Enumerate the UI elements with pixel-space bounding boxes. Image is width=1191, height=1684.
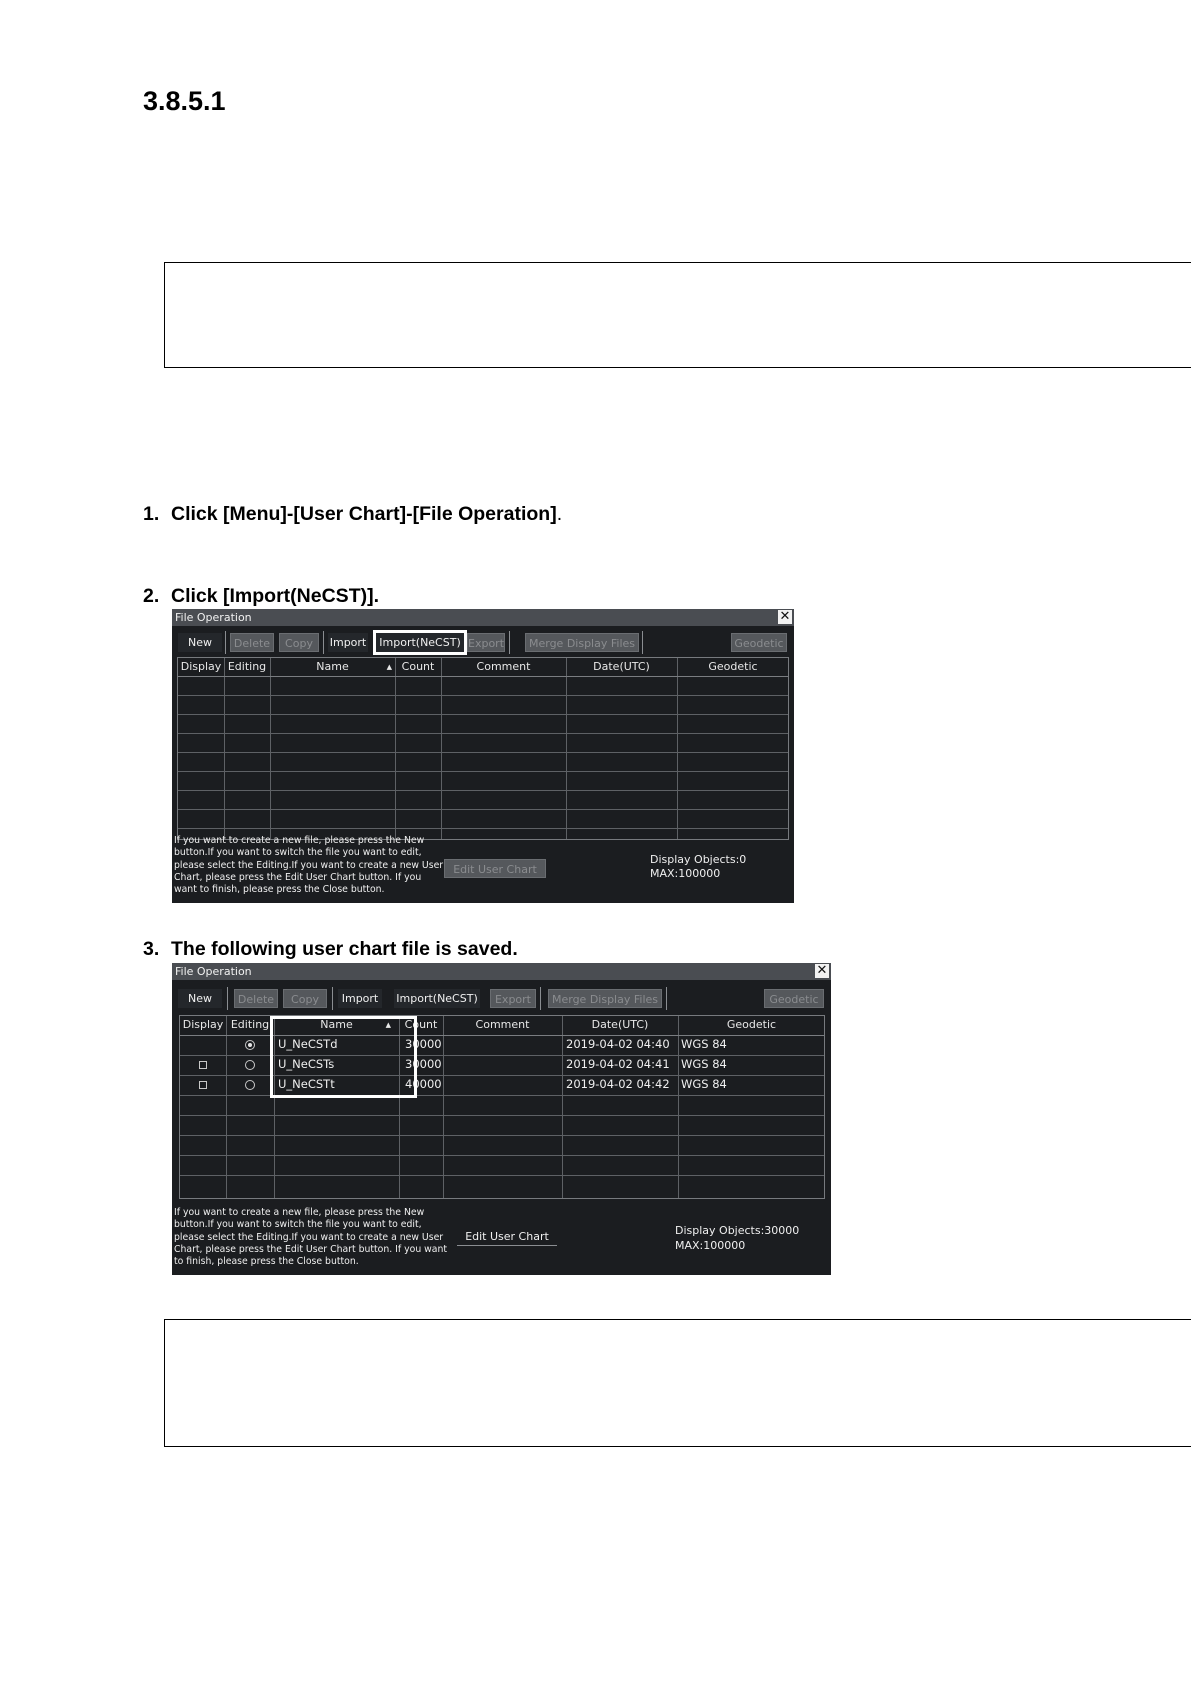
toolbar-separator	[332, 987, 333, 1010]
grid-line	[178, 714, 788, 715]
max-count: MAX:100000	[675, 1239, 746, 1252]
grid-line	[178, 828, 788, 829]
name-column-highlight	[270, 1016, 417, 1098]
row-count: 30000	[405, 1057, 442, 1071]
grid-line	[180, 1135, 824, 1136]
sort-ascending-icon: ▲	[386, 663, 392, 671]
col-header-comment[interactable]: Comment	[476, 660, 531, 673]
step-text: Click [Menu]-[User Chart]-[File Operation]	[171, 503, 557, 525]
close-icon[interactable]: ✕	[779, 609, 791, 624]
export-button[interactable]: Export	[490, 989, 536, 1008]
toolbar-separator	[225, 631, 226, 654]
grid-line	[441, 658, 442, 839]
file-operation-dialog-after	[172, 963, 831, 1275]
col-header-count[interactable]: Count	[404, 1018, 438, 1031]
col-header-editing[interactable]: Editing	[227, 660, 267, 673]
row-name[interactable]: U_NeCSTd	[278, 1037, 338, 1051]
close-icon[interactable]: ✕	[816, 963, 828, 978]
row-count: 40000	[405, 1077, 442, 1091]
note-box-top	[164, 262, 1191, 368]
editing-radio-selected[interactable]	[245, 1040, 255, 1050]
grid-line	[270, 658, 271, 839]
col-header-name[interactable]	[270, 658, 395, 676]
step-1	[143, 503, 562, 526]
import-button[interactable]: Import	[328, 633, 368, 652]
grid-line	[178, 676, 788, 677]
step-number: 2.	[143, 585, 160, 607]
step-3	[143, 938, 518, 961]
step-text: Click [Import(NeCST)].	[171, 585, 380, 607]
file-operation-dialog-before	[172, 609, 794, 903]
row-geodetic: WGS 84	[681, 1057, 727, 1071]
row-name[interactable]: U_NeCSTt	[278, 1077, 335, 1091]
grid-line	[677, 658, 678, 839]
toolbar-separator	[227, 987, 228, 1010]
col-header-name-label: Name	[320, 1018, 353, 1031]
geodetic-button[interactable]: Geodetic	[731, 633, 787, 652]
step-text: The following user chart file is saved.	[171, 938, 518, 960]
grid-line	[566, 658, 567, 839]
section-heading: 3.8.5.1	[143, 86, 226, 116]
toolbar-separator	[323, 631, 324, 654]
col-header-name-label: Name	[316, 660, 349, 673]
grid-line	[224, 658, 225, 839]
row-date: 2019-04-02 04:40	[566, 1037, 670, 1051]
dialog-title: File Operation	[172, 963, 831, 980]
grid-line	[180, 1155, 824, 1156]
row-date: 2019-04-02 04:41	[566, 1057, 670, 1071]
grid-line	[178, 771, 788, 772]
step-trail: .	[556, 503, 563, 525]
file-table	[179, 1015, 825, 1199]
copy-button[interactable]: Copy	[279, 633, 319, 652]
step-2	[143, 585, 379, 608]
step-number: 1.	[143, 503, 160, 525]
col-header-editing[interactable]: Editing	[230, 1018, 270, 1031]
row-count: 30000	[405, 1037, 442, 1051]
row-geodetic: WGS 84	[681, 1037, 727, 1051]
help-text: If you want to create a new file, please press the New button.If you want to switch the file you want to edit, please select the Editing.If you want to create a new User Chart, please press the Edit User Chart button. If you want to finish, please press the Close button.	[174, 1207, 448, 1268]
new-button[interactable]: New	[178, 633, 222, 652]
grid-line	[395, 658, 396, 839]
copy-button[interactable]: Copy	[283, 989, 327, 1008]
file-table	[177, 657, 789, 840]
grid-line	[178, 790, 788, 791]
export-button[interactable]: Export	[467, 633, 505, 652]
toolbar-separator	[540, 987, 541, 1010]
delete-button[interactable]: Delete	[234, 989, 278, 1008]
sort-ascending-icon: ▲	[385, 1021, 391, 1029]
col-header-date[interactable]: Date(UTC)	[593, 660, 650, 673]
grid-line	[443, 1016, 444, 1198]
merge-display-files-button[interactable]: Merge Display Files	[548, 989, 662, 1008]
col-header-display[interactable]: Display	[180, 660, 222, 673]
grid-line	[180, 1175, 824, 1176]
display-checkbox[interactable]	[199, 1061, 207, 1069]
grid-line	[180, 1115, 824, 1116]
dialog-title: File Operation	[172, 609, 794, 626]
grid-line	[226, 1016, 227, 1198]
row-date: 2019-04-02 04:42	[566, 1077, 670, 1091]
col-header-comment[interactable]: Comment	[475, 1018, 530, 1031]
grid-line	[178, 695, 788, 696]
grid-line	[178, 809, 788, 810]
edit-user-chart-button[interactable]: Edit User Chart	[457, 1227, 557, 1246]
display-objects-count: Display Objects:0	[650, 853, 747, 866]
geodetic-button[interactable]: Geodetic	[764, 989, 824, 1008]
display-checkbox[interactable]	[199, 1081, 207, 1089]
step-number: 3.	[143, 938, 160, 960]
toolbar-separator	[642, 631, 643, 654]
col-header-display[interactable]: Display	[182, 1018, 224, 1031]
col-header-geodetic[interactable]: Geodetic	[726, 1018, 777, 1031]
import-necst-button[interactable]: Import(NeCST)	[376, 633, 464, 652]
col-header-count[interactable]: Count	[401, 660, 435, 673]
grid-line	[178, 733, 788, 734]
import-button[interactable]: Import	[338, 989, 382, 1008]
grid-line	[678, 1016, 679, 1198]
grid-line	[562, 1016, 563, 1198]
delete-button[interactable]: Delete	[230, 633, 274, 652]
toolbar-separator	[666, 987, 667, 1010]
toolbar-separator	[509, 631, 510, 654]
import-necst-button[interactable]: Import(NeCST)	[394, 989, 480, 1008]
new-button[interactable]: New	[178, 989, 222, 1008]
help-text: If you want to create a new file, please press the New button.If you want to switch the file you want to edit, please select the Editing.If you want to create a new User Chart, please press the Edit User Chart button. If you want to finish, please press the Close button.	[174, 835, 444, 896]
row-name[interactable]: U_NeCSTs	[278, 1057, 335, 1071]
edit-user-chart-button[interactable]: Edit User Chart	[444, 859, 546, 878]
merge-display-files-button[interactable]: Merge Display Files	[525, 633, 639, 652]
max-count: MAX:100000	[650, 867, 721, 880]
col-header-date[interactable]: Date(UTC)	[591, 1018, 649, 1031]
display-objects-count: Display Objects:30000	[675, 1224, 800, 1237]
note-box-bottom	[164, 1319, 1191, 1447]
grid-line	[178, 752, 788, 753]
row-geodetic: WGS 84	[681, 1077, 727, 1091]
col-header-geodetic[interactable]: Geodetic	[708, 660, 758, 673]
editing-radio[interactable]	[245, 1080, 255, 1090]
editing-radio[interactable]	[245, 1060, 255, 1070]
